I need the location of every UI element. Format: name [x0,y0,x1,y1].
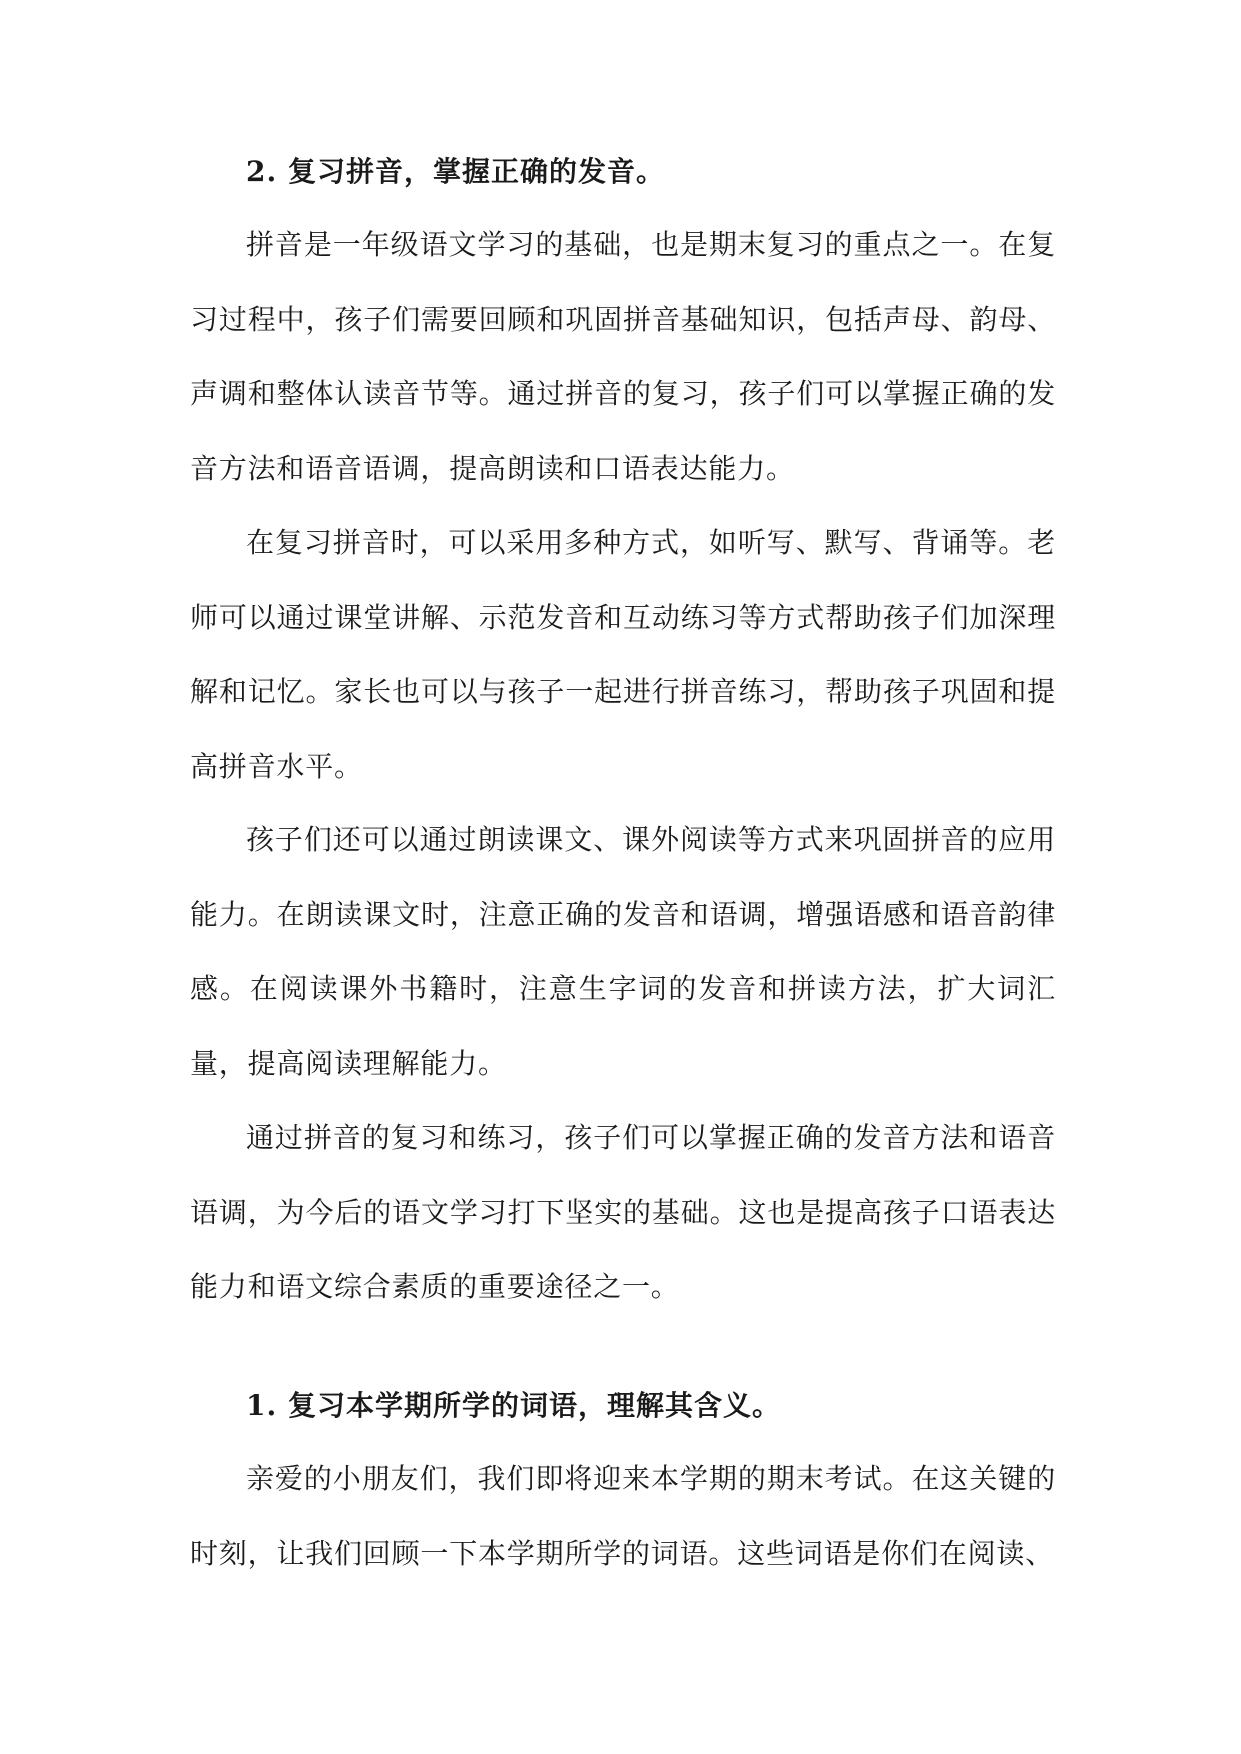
paragraph-vocabulary-intro: 亲爱的小朋友们，我们即将迎来本学期的期末考试。在这关键的时刻，让我们回顾一下本学期所学的词语。这些词语是你们在阅读、 [190,1462,1056,1570]
section-heading-pinyin-review: 2. 复习拼音，掌握正确的发音。 [246,155,665,188]
paragraph-pinyin-foundation: 拼音是一年级语文学习的基础，也是期末复习的重点之一。在复习过程中，孩子们需要回顾和巩固拼音基础知识，包括声母、韵母、声调和整体认读音节等。通过拼音的复习，孩子们可以掌握正确的发音方法和语音语调，提高朗读和口语表达能力。 [190,228,1056,485]
paragraph-pinyin-methods: 在复习拼音时，可以采用多种方式，如听写、默写、背诵等。老师可以通过课堂讲解、示范发音和互动练习等方式帮助孩子们加深理解和记忆。家长也可以与孩子一起进行拼音练习，帮助孩子巩固和提高拼音水平。 [190,526,1056,783]
section-heading-vocabulary-review: 1. 复习本学期所学的词语，理解其含义。 [246,1389,781,1422]
paragraph-pinyin-summary: 通过拼音的复习和练习，孩子们可以掌握正确的发音方法和语音语调，为今后的语文学习打下坚实的基础。这也是提高孩子口语表达能力和语文综合素质的重要途径之一。 [190,1121,1056,1303]
paragraph-pinyin-reading: 孩子们还可以通过朗读课文、课外阅读等方式来巩固拼音的应用能力。在朗读课文时，注意正确的发音和语调，增强语感和语音韵律感。在阅读课外书籍时，注意生字词的发音和拼读方法，扩大词汇量，提高阅读理解能力。 [190,823,1056,1080]
